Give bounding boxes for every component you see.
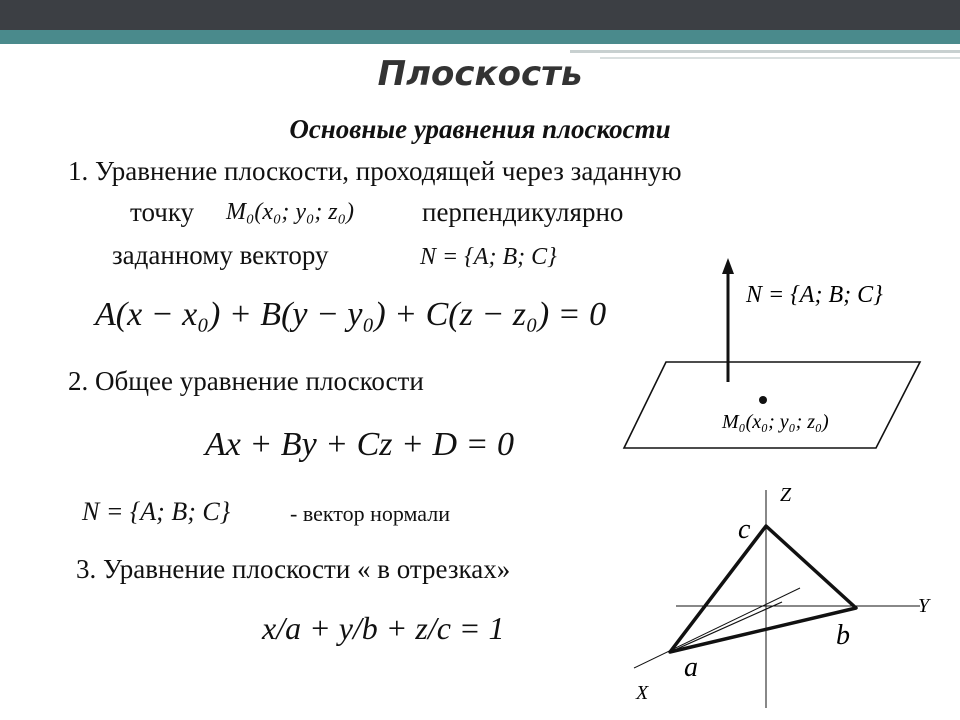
slide-title: Плоскость: [377, 54, 583, 94]
section1-line2-a: точку: [130, 197, 195, 227]
section2-equation: Ax + By + Cz + D = 0: [205, 426, 514, 463]
section1-point-label: M₀(x₀; y₀; z₀): [226, 199, 354, 225]
slide-subtitle: Основные уравнения плоскости: [289, 114, 671, 144]
section2-normal-label: N = {A; B; C}: [82, 497, 231, 526]
section3-heading: 3. Уравнение плоскости « в отрезках»: [76, 554, 511, 584]
section1-equation: A(x − x₀) + B(y − y₀) + C(z − z₀) = 0: [95, 296, 607, 333]
plane-diagram: [600, 250, 930, 460]
a-intercept-label: a: [684, 652, 698, 683]
triangle-hidden-edge: [670, 602, 782, 652]
header-teal-bar: [0, 30, 960, 44]
plane-point-label: M₀(x₀; y₀; z₀): [722, 411, 829, 433]
c-intercept-label: c: [738, 514, 751, 545]
z-axis-label: Z: [780, 484, 792, 506]
section1-line2-b: перпендикулярно: [422, 197, 624, 227]
b-intercept-label: b: [836, 620, 850, 651]
section2-heading: 2. Общее уравнение плоскости: [68, 366, 424, 396]
section1-line3: заданному вектору: [112, 240, 329, 270]
section1-line1: 1. Уравнение плоскости, проходящей через заданную: [68, 156, 682, 186]
header-dark-bar: [0, 0, 960, 30]
intercepts-diagram: [620, 470, 950, 720]
y-axis-label: Y: [918, 595, 930, 617]
plane-parallelogram: [624, 362, 920, 448]
section3-equation: x/a + y/b + z/c = 1: [262, 610, 505, 646]
header-accent-line: [570, 50, 960, 53]
section1-vector-label: N = {A; B; C}: [420, 244, 557, 270]
plane-vector-label: N = {A; B; C}: [746, 282, 883, 308]
x-axis-label: X: [636, 682, 649, 704]
plane-point-dot: [759, 396, 767, 404]
normal-vector-arrowhead: [722, 258, 734, 274]
intercept-triangle: [670, 526, 856, 652]
section2-normal-note: - вектор нормали: [290, 501, 450, 526]
